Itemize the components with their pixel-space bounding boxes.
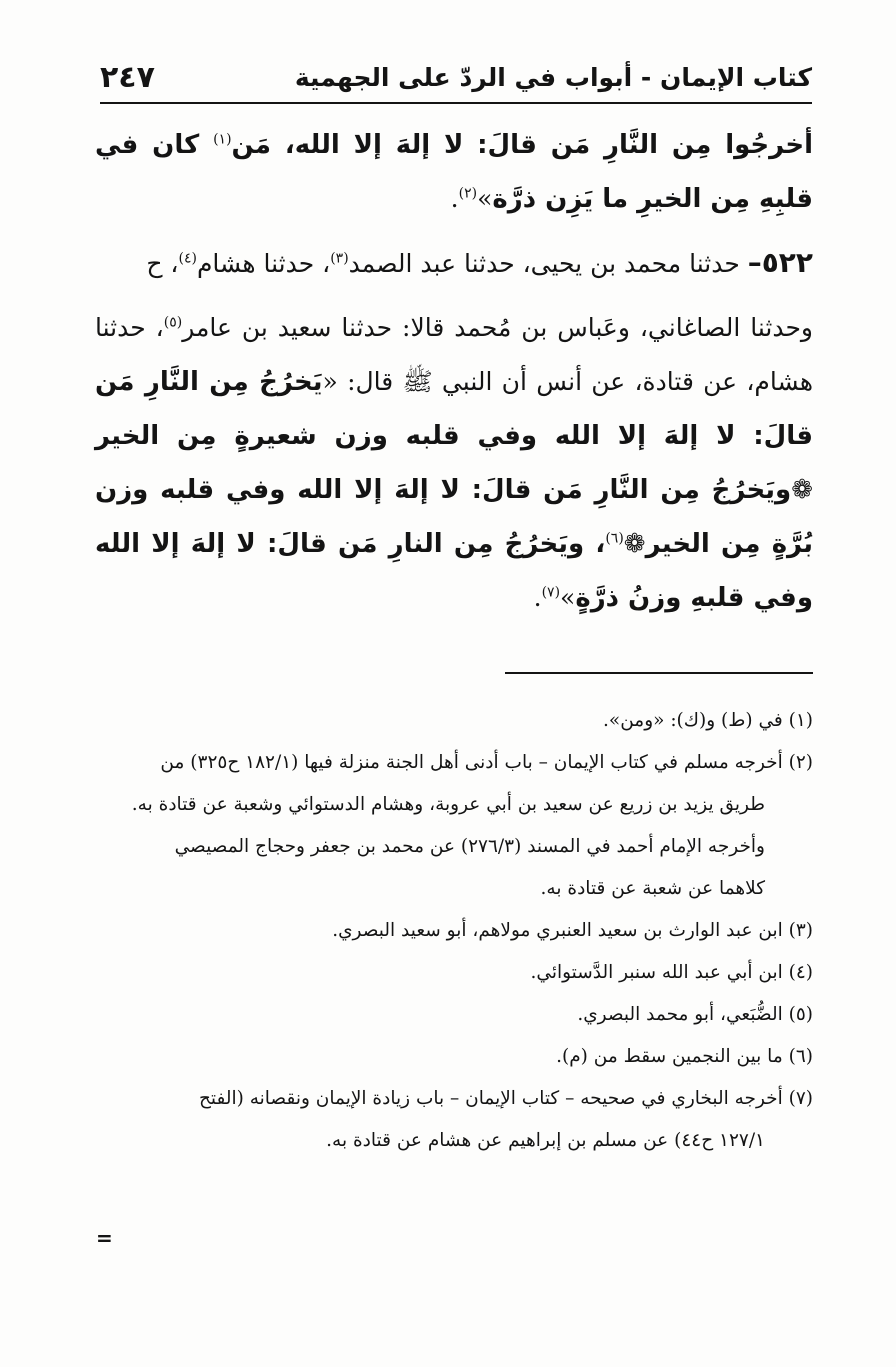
hadith-number: ٥٢٢– <box>747 246 813 279</box>
quote-close: » <box>477 184 493 213</box>
footnote-2-continued: وأخرجه الإمام أحمد في المسند (٢٧٦/٣) عن محمد بن جعفر وحجاج المصيصي <box>174 836 765 857</box>
footnote-2-continued: طريق يزيد بن زريع عن سعيد بن أبي عروبة، وهشام الدستوائي وشعبة عن قتادة به. <box>131 794 765 815</box>
isnad-text: حدثنا محمد بن يحيى، حدثنا عبد الصمد <box>348 249 748 278</box>
hadith-text: كان في قلبِهِ مِن الخيرِ ما يَزِن ذرَّة <box>95 130 813 214</box>
footnote-3: (٣) ابن عبد الوارث بن سعيد العنبري مولاهم، أبو سعيد البصري. <box>332 920 813 941</box>
page-number: ٢٤٧ <box>100 60 155 95</box>
footnote-ref-7: (٧) <box>541 584 561 601</box>
footnote-ref-1: (١) <box>213 131 232 148</box>
isnad-text: ، ح <box>146 249 179 278</box>
footnote-ref-2: (٢) <box>458 185 478 202</box>
footnote-2-continued: كلاهما عن شعبة عن قتادة به. <box>540 878 765 899</box>
footnote-5: (٥) الضُّبَعي، أبو محمد البصري. <box>577 1004 813 1025</box>
full-stop: . <box>450 184 459 213</box>
full-stop: . <box>533 583 542 612</box>
footnote-7: (٧) أخرجه البخاري في صحيحه – كتاب الإيمان – باب زيادة الإيمان ونقصانه (الفتح <box>198 1088 813 1109</box>
hadith-text: يَخرُجُ مِن النَّارِ مَن قالَ: لا إلهَ إلا الله وفي قلبه وزن شعيرةٍ مِن الخير ❁ويَخرُجُ مِن النَّارِ مَن قالَ: لا إلهَ إلا الله وفي قلبه وزن بُرَّةٍ مِن الخير❁ <box>95 367 813 559</box>
hadith-text: ، ويَخرُجُ مِن النارِ مَن قالَ: لا إلهَ إلا الله وفي قلبهِ وزنُ ذرَّةٍ <box>95 529 813 613</box>
footnote-1: (١) في (ط) و(ك): «ومن». <box>603 710 813 731</box>
footnotes <box>95 700 813 1162</box>
footnote-separator <box>505 672 813 674</box>
isnad-text: ، حدثنا هشام <box>196 249 331 278</box>
main-text <box>95 118 813 625</box>
footnote-2: (٢) أخرجه مسلم في كتاب الإيمان – باب أدنى أهل الجنة منزلة فيها (١٨٢/١ ح٣٢٥) من <box>160 752 813 773</box>
footnote-6: (٦) ما بين النجمين سقط من (م). <box>556 1046 813 1067</box>
paragraph-isnad-522 <box>95 236 813 291</box>
footnote-ref-5: (٥) <box>163 314 183 331</box>
paragraph-hadith-end <box>95 118 813 226</box>
footnote-ref-4: (٤) <box>178 250 197 267</box>
footnote-ref-6: (٦) <box>605 530 624 547</box>
paragraph-hadith-522 <box>95 301 813 625</box>
footnote-ref-3: (٣) <box>330 250 349 267</box>
running-title: كتاب الإيمان - أبواب في الردّ على الجهمية <box>294 63 812 92</box>
quote-close: » <box>560 583 576 612</box>
page-end-mark: = <box>96 1226 113 1250</box>
hadith-text: أخرجُوا مِن النَّارِ مَن قالَ: لا إلهَ إلا الله، مَن <box>231 130 813 160</box>
footnote-4: (٤) ابن أبي عبد الله سنبر الدَّستوائي. <box>530 962 813 983</box>
isnad-text: وحدثنا الصاغاني، وعَباس بن مُحمد قالا: حدثنا سعيد بن عامر <box>182 313 813 342</box>
footnote-7-continued: ١٢٧/١ ح٤٤) عن مسلم بن إبراهيم عن هشام عن قتادة به. <box>326 1130 765 1151</box>
page-header <box>100 58 812 104</box>
isnad-text: ، حدثنا هشام، عن قتادة، عن أنس أن النبي ﷺ قال: « <box>95 313 814 396</box>
